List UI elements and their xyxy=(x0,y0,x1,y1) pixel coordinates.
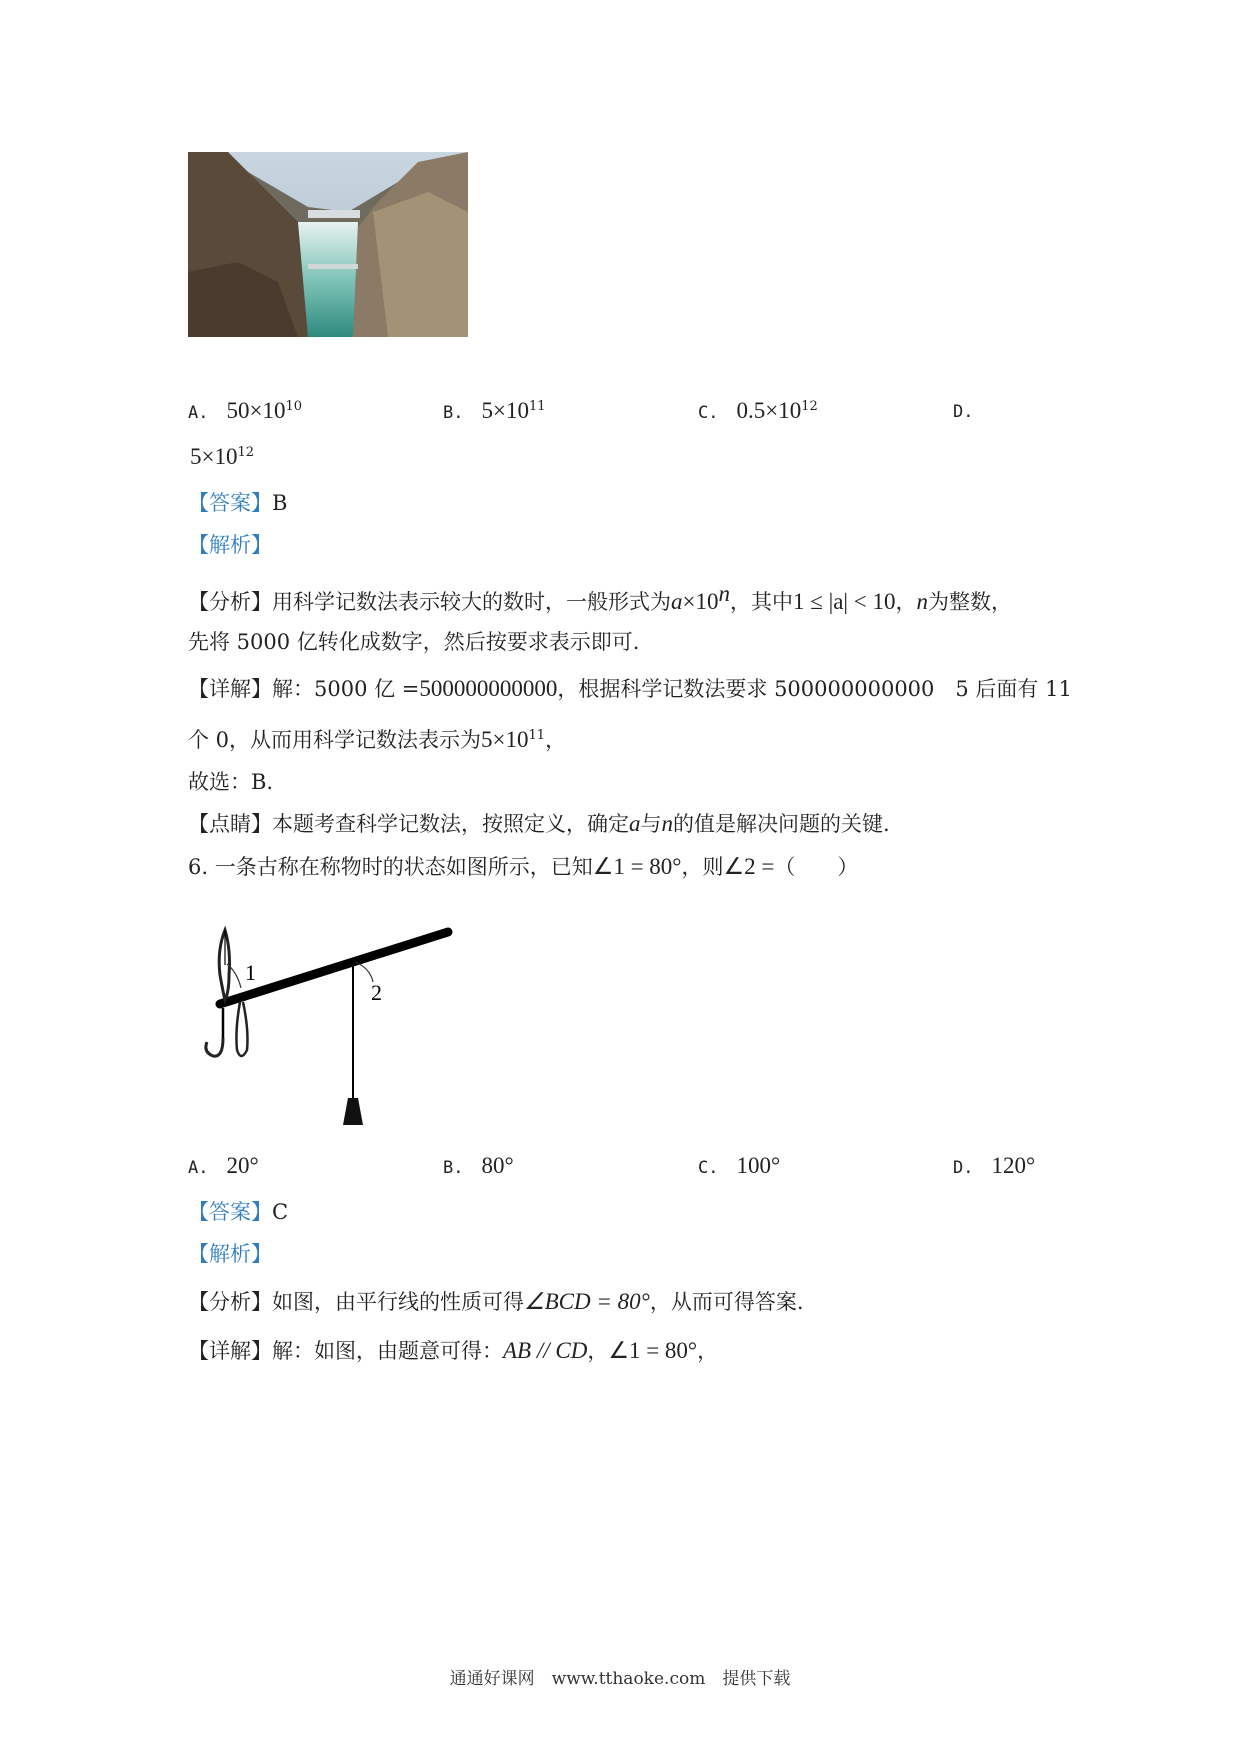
dianjing-text: 的值是解决问题的关键. xyxy=(673,812,890,836)
option-exponent: 12 xyxy=(237,445,255,460)
option-label: C. xyxy=(698,1158,719,1178)
math-a: a xyxy=(629,811,641,836)
math-value: 5×10 xyxy=(481,727,529,752)
q5-option-d-value xyxy=(190,444,254,470)
option-value: 5×10 xyxy=(481,398,529,423)
stem-text: ，则 xyxy=(681,855,724,879)
q6-xiangjie xyxy=(188,1337,718,1365)
option-exponent: 10 xyxy=(285,399,303,414)
q5-fenxi-line2: 先将 5000 亿转化成数字，然后按要求表示即可. xyxy=(188,630,640,654)
fenxi-tag: 【分析】 xyxy=(188,1290,272,1314)
q6-option-c[interactable] xyxy=(698,1153,780,1179)
angle1-label: 1 xyxy=(245,960,256,985)
dam-photo xyxy=(188,152,468,337)
q6-answer xyxy=(188,1198,288,1226)
math-inequality: 1 ≤ |a| < 10 xyxy=(792,589,896,614)
q5-jiexi xyxy=(188,531,272,559)
q5-option-c[interactable] xyxy=(698,398,818,424)
dianjing-text: 本题考查科学记数法，按照定义，确定 xyxy=(272,812,629,836)
stem-angle1: ∠1 = 80° xyxy=(592,854,682,879)
option-value: 100° xyxy=(736,1153,781,1178)
fenxi-tag: 【分析】 xyxy=(188,590,272,614)
option-exponent: 11 xyxy=(528,399,546,414)
q5-answer xyxy=(188,489,287,517)
q6-option-d[interactable] xyxy=(953,1153,1035,1179)
fenxi-text: ， xyxy=(895,590,917,614)
angle2-label: 2 xyxy=(371,980,382,1005)
option-value: 0.5×10 xyxy=(736,398,802,423)
option-value: 80° xyxy=(481,1153,514,1178)
math-times: ×10 xyxy=(682,589,719,614)
option-value: 5×10 xyxy=(190,444,238,469)
q6-jiexi xyxy=(188,1240,272,1268)
dam-photo-drawing xyxy=(188,152,468,337)
steelyard-figure xyxy=(195,920,465,1130)
xiangjie-text: ，根据科学记数法要求 500000000000 5 后面有 11 xyxy=(557,677,1072,701)
xiangjie-tag: 【详解】 xyxy=(188,1339,272,1363)
q5-dianjing xyxy=(188,810,890,838)
q6-fenxi xyxy=(188,1288,804,1316)
option-label: B. xyxy=(443,403,464,423)
option-label: B. xyxy=(443,1158,464,1178)
fenxi-text: ，其中 xyxy=(729,590,793,614)
option-label: C. xyxy=(698,403,719,423)
fenxi-text: 为整数， xyxy=(928,590,1012,614)
answer-value: B xyxy=(272,491,288,515)
q5-option-a[interactable] xyxy=(188,398,302,424)
q5-xiangjie-line2 xyxy=(188,722,566,754)
fenxi-text: 如图，由平行线的性质可得 xyxy=(272,1290,524,1314)
math-big-number: 500000000000 xyxy=(419,676,558,701)
jiexi-tag: 【解析】 xyxy=(188,533,272,557)
option-label: A. xyxy=(188,403,209,423)
option-label: D. xyxy=(953,402,974,422)
xiangjie-text: 解：如图，由题意可得： xyxy=(272,1339,503,1363)
xiangjie-tag: 【详解】 xyxy=(188,677,272,701)
math-angle1: ∠1 = 80° xyxy=(608,1338,698,1363)
jiexi-tag: 【解析】 xyxy=(188,1242,272,1266)
option-exponent: 12 xyxy=(801,399,818,414)
answer-value: C xyxy=(272,1200,289,1224)
page-footer: 通通好课网 www.tthaoke.com 提供下载 xyxy=(449,1669,791,1689)
q5-option-d[interactable] xyxy=(953,398,991,422)
hanging-loop xyxy=(236,1002,247,1056)
q5-xiangjie-line1 xyxy=(188,675,1072,703)
math-n: n xyxy=(661,811,673,836)
steelyard-drawing xyxy=(195,920,465,1130)
xiangjie-text: 个 0，从而用科学记数法表示为 xyxy=(188,728,482,752)
fenxi-text: ，从而可得答案. xyxy=(649,1290,804,1314)
math-exp: 11 xyxy=(528,728,546,743)
q5-fenxi-line1 xyxy=(188,580,1012,616)
xiangjie-text: 解：5000 亿 = xyxy=(272,677,420,701)
stem-angle2: ∠2 = xyxy=(723,854,775,879)
option-value: 50×10 xyxy=(226,398,286,423)
q5-guxuan: 故选：B. xyxy=(188,770,274,794)
stem-text: 6. 一条古称在称物时的状态如图所示，已知 xyxy=(188,855,593,879)
stem-text: （ ） xyxy=(774,855,859,879)
fenxi-text: 用科学记数法表示较大的数时，一般形式为 xyxy=(272,590,671,614)
xiangjie-text: ， xyxy=(545,728,567,752)
option-label: A. xyxy=(188,1158,209,1178)
answer-tag: 【答案】 xyxy=(188,491,272,515)
math-parallel: AB // CD xyxy=(503,1338,588,1363)
answer-tag: 【答案】 xyxy=(188,1200,272,1224)
option-value: 20° xyxy=(226,1153,259,1178)
dianjing-text: 与 xyxy=(640,812,662,836)
q6-option-a[interactable] xyxy=(188,1153,259,1179)
q6-option-b[interactable] xyxy=(443,1153,514,1179)
dianjing-tag: 【点睛】 xyxy=(188,812,272,836)
math-exp: n xyxy=(718,581,730,606)
hook-icon xyxy=(206,1038,223,1056)
q6-stem xyxy=(188,853,858,881)
math-a: a xyxy=(671,589,683,614)
math-angle-bcd: ∠BCD = 80° xyxy=(524,1289,650,1314)
option-value: 120° xyxy=(991,1153,1036,1178)
math-n: n xyxy=(916,589,928,614)
counterweight-icon xyxy=(343,1098,363,1125)
xiangjie-text: ， xyxy=(697,1339,719,1363)
option-label: D. xyxy=(953,1158,974,1178)
q5-option-b[interactable] xyxy=(443,398,546,424)
xiangjie-text: ， xyxy=(587,1339,609,1363)
